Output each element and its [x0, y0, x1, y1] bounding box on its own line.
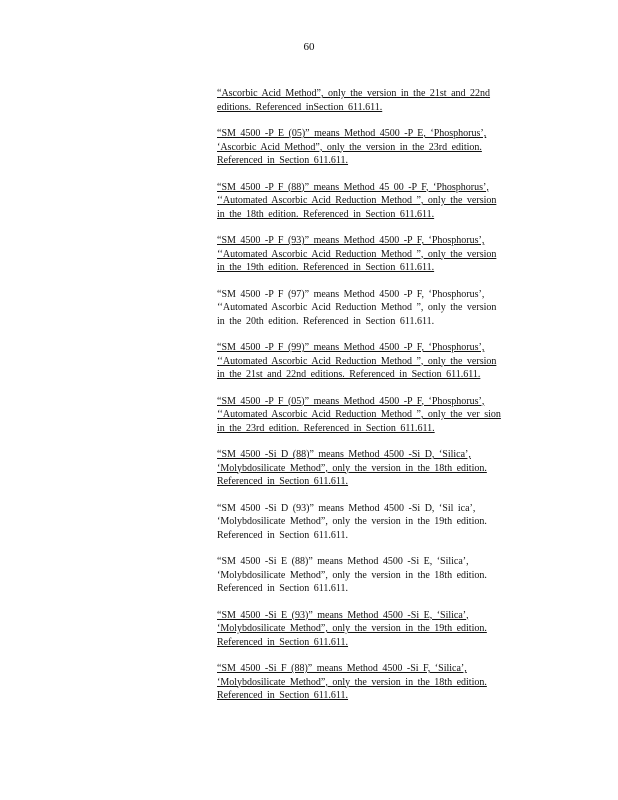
definition-text: in the 21st and 22nd editions. Referenced in Section 611.611.	[217, 369, 481, 380]
definition-text: ‘Molybdosilicate Method”, only the version in the 19th edition.	[217, 516, 487, 527]
definition-entry	[217, 395, 530, 436]
definition-line	[217, 502, 530, 516]
definition-text: ‘Molybdosilicate Method”, only the version in the 19th edition.	[217, 623, 487, 634]
definition-text: “SM 4500 -P F (05)” means Method 4500 -P F, ‘Phosphorus’,	[217, 395, 485, 407]
definition-text: Referenced in Section 611.611.	[217, 583, 349, 594]
definition-line	[217, 395, 530, 409]
definition-line	[217, 127, 530, 141]
definition-entry	[217, 87, 530, 114]
definition-text: ‘‘Automated Ascorbic Acid Reduction Method ”, only the version	[217, 302, 497, 313]
definition-line	[217, 301, 530, 315]
definition-line	[217, 609, 530, 623]
definition-line	[217, 194, 530, 208]
definition-text: in the 20th edition. Referenced in Section 611.611.	[217, 315, 435, 327]
definition-text: “SM 4500 -P F (93)” means Method 4500 -P F, ‘Phosphorus’,	[217, 235, 485, 246]
definition-line	[217, 462, 530, 476]
definition-text: in the 19th edition. Referenced in Section 611.611.	[217, 262, 435, 273]
definitions-list	[217, 87, 530, 716]
definition-line	[217, 422, 530, 436]
definition-line	[217, 636, 530, 650]
definition-line	[217, 689, 530, 703]
definition-text: “SM 4500 -P F (97)” means Method 4500 -P F, ‘Phosphorus’,	[217, 288, 485, 300]
definition-entry	[217, 288, 530, 329]
definition-entry	[217, 234, 530, 275]
definition-text: ‘Molybdosilicate Method”, only the version in the 18th edition.	[217, 676, 487, 688]
definition-line	[217, 154, 530, 168]
definition-line	[217, 288, 530, 302]
definition-line	[217, 355, 530, 369]
definition-line	[217, 141, 530, 155]
definition-line	[217, 448, 530, 462]
definition-entry	[217, 341, 530, 382]
definition-text: in the 18th edition. Referenced in Section 611.611.	[217, 208, 435, 220]
definition-text: “SM 4500 -Si E (93)” means Method 4500 -Si E, ‘Silica’,	[217, 609, 469, 621]
definition-line	[217, 181, 530, 195]
definition-text: ‘‘Automated Ascorbic Acid Reduction Method ”, only the version	[217, 355, 497, 367]
definition-entry	[217, 502, 530, 543]
definition-line	[217, 529, 530, 543]
definition-entry	[217, 662, 530, 703]
definition-text: “SM 4500 -P E (05)” means Method 4500 -P E, ‘Phosphorus’,	[217, 128, 487, 139]
definition-line	[217, 569, 530, 583]
definition-line	[217, 582, 530, 596]
definition-line	[217, 622, 530, 636]
definition-line	[217, 248, 530, 262]
page-number: 60	[303, 41, 315, 53]
definition-text: ‘Molybdosilicate Method”, only the version in the 18th edition.	[217, 462, 487, 474]
definition-text: Referenced in Section 611.611.	[217, 155, 349, 166]
definition-line	[217, 368, 530, 382]
definition-text: Referenced in Section 611.611.	[217, 529, 349, 541]
definition-text: editions. Referenced inSection 611.611.	[217, 101, 383, 113]
definition-line	[217, 555, 530, 569]
definition-text: Referenced in Section 611.611.	[217, 636, 349, 648]
definition-entry	[217, 127, 530, 168]
definition-line	[217, 101, 530, 115]
definition-line	[217, 475, 530, 489]
definition-text: ‘Ascorbic Acid Method”, only the version in the 23rd edition.	[217, 141, 482, 153]
definition-line	[217, 676, 530, 690]
definition-text: ‘‘Automated Ascorbic Acid Reduction Method ”, only the version	[217, 195, 497, 206]
definition-text: “Ascorbic Acid Method”, only the version in the 21st and 22nd	[217, 88, 491, 99]
definition-text: ‘Molybdosilicate Method”, only the version in the 18th edition.	[217, 569, 487, 581]
definition-line	[217, 315, 530, 329]
definition-line	[217, 261, 530, 275]
definition-text: “SM 4500 -Si D (88)” means Method 4500 -Si D, ‘Silica’,	[217, 449, 471, 460]
definition-text: in the 23rd edition. Referenced in Section 611.611.	[217, 422, 435, 434]
definition-entry	[217, 181, 530, 222]
definition-line	[217, 87, 530, 101]
definition-entry	[217, 609, 530, 650]
definition-text: Referenced in Section 611.611.	[217, 690, 349, 701]
definition-entry	[217, 555, 530, 596]
definition-text: ‘‘Automated Ascorbic Acid Reduction Method ”, only the ver sion	[217, 409, 501, 420]
definition-entry	[217, 448, 530, 489]
definition-text: Referenced in Section 611.611.	[217, 476, 349, 487]
definition-line	[217, 662, 530, 676]
definition-line	[217, 208, 530, 222]
definition-line	[217, 515, 530, 529]
definition-text: “SM 4500 -Si D (93)” means Method 4500 -Si D, ‘Sil ica’,	[217, 502, 476, 514]
definition-line	[217, 234, 530, 248]
definition-text: “SM 4500 -P F (88)” means Method 45 00 -P F, ‘Phosphorus’,	[217, 181, 489, 193]
definition-line	[217, 408, 530, 422]
definition-text: ‘‘Automated Ascorbic Acid Reduction Method ”, only the version	[217, 248, 497, 260]
definition-text: “SM 4500 -Si F (88)” means Method 4500 -Si F, ‘Silica’,	[217, 663, 467, 674]
definition-line	[217, 341, 530, 355]
definition-text: “SM 4500 -P F (99)” means Method 4500 -P F, ‘Phosphorus’,	[217, 342, 485, 353]
definition-text: “SM 4500 -Si E (88)” means Method 4500 -Si E, ‘Silica’,	[217, 556, 469, 567]
